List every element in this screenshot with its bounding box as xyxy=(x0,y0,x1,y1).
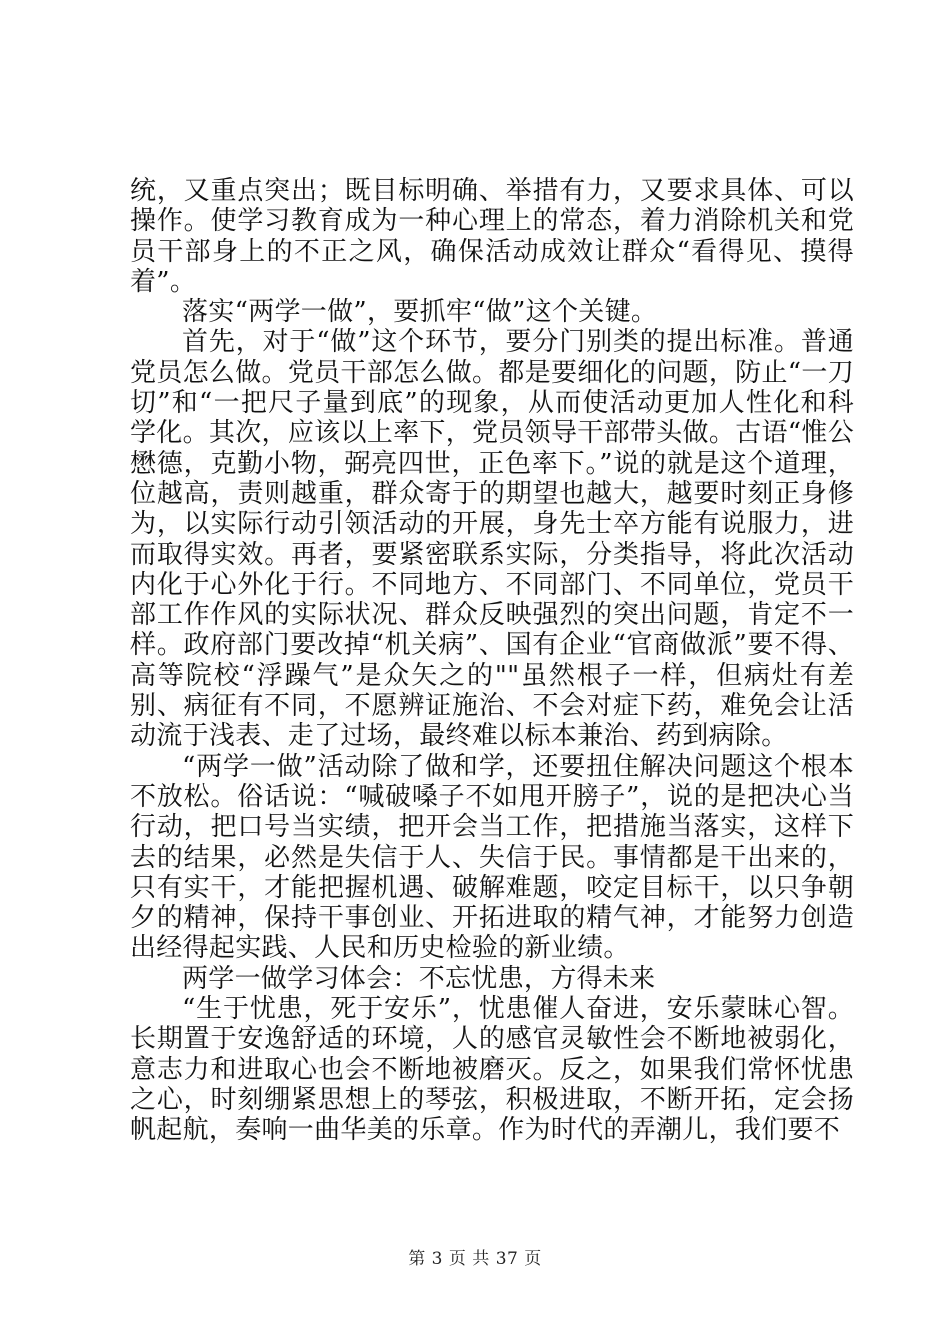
paragraph: “两学一做”活动除了做和学，还要扭住解决问题这个根本不放松。俗话说：“喊破嗓子不如甩开膀子”，说的是把决心当行动，把口号当实绩，把开会当工作，把措施当落实，这样下去的结果，必然是失信于人、失信于民。事情都是干出来的，只有实干，才能把握机遇、破解难题，咬定目标干，以只争朝夕的精神，保持干事创业、开拓进取的精气神，才能努力创造出经得起实践、人民和历史检验的新业绩。 xyxy=(130,751,854,964)
paragraph: 首先，对于“做”这个环节，要分门别类的提出标准。普通党员怎么做。党员干部怎么做。都是要细化的问题，防止“一刀切”和“一把尺子量到底”的现象，从而使活动更加人性化和科学化。其次，应该以上率下，党员领导干部带头做。古语“惟公懋德，克勤小物，弼亮四世，正色率下。”说的就是这个道理，位越高，责则越重，群众寄于的期望也越大，越要时刻正身修为，以实际行动引领活动的开展，身先士卒方能有说服力，进而取得实效。再者，要紧密联系实际，分类指导，将此次活动内化于心外化于行。不同地方、不同部门、不同单位，党员干部工作作风的实际状况、群众反映强烈的突出问题，肯定不一样。政府部门要改掉“机关病”、国有企业“官商做派”要不得、高等院校“浮躁气”是众矢之的""虽然根子一样，但病灶有差别、病征有不同，不愿辨证施治、不会对症下药，难免会让活动流于浅表、走了过场，最终难以标本兼治、药到病除。 xyxy=(130,327,854,752)
paragraph-section-heading: 落实“两学一做”，要抓牢“做”这个关键。 xyxy=(182,297,658,328)
page-footer: 第 3 页 共 37 页 xyxy=(408,1249,542,1269)
article-title: 两学一做学习体会：不忘忧患，方得未来 xyxy=(182,963,656,994)
paragraph-continuation: 统，又重点突出；既目标明确、举措有力，又要求具体、可以操作。使学习教育成为一种心理上的常态，着力消除机关和党员干部身上的不正之风，确保活动成效让群众“看得见、摸得着”。 xyxy=(130,176,854,297)
paragraph: “生于忧患，死于安乐”，忧患催人奋进，安乐蒙昧心智。长期置于安逸舒适的环境，人的感官灵敏性会不断地被弱化，意志力和进取心也会不断地被磨灭。反之，如果我们常怀忧患之心，时刻绷紧思想上的琴弦，积极进取，不断开拓，定会扬帆起航，奏响一曲华美的乐章。作为时代的弄潮儿，我们要不 xyxy=(130,994,854,1146)
document-body xyxy=(130,176,854,1146)
